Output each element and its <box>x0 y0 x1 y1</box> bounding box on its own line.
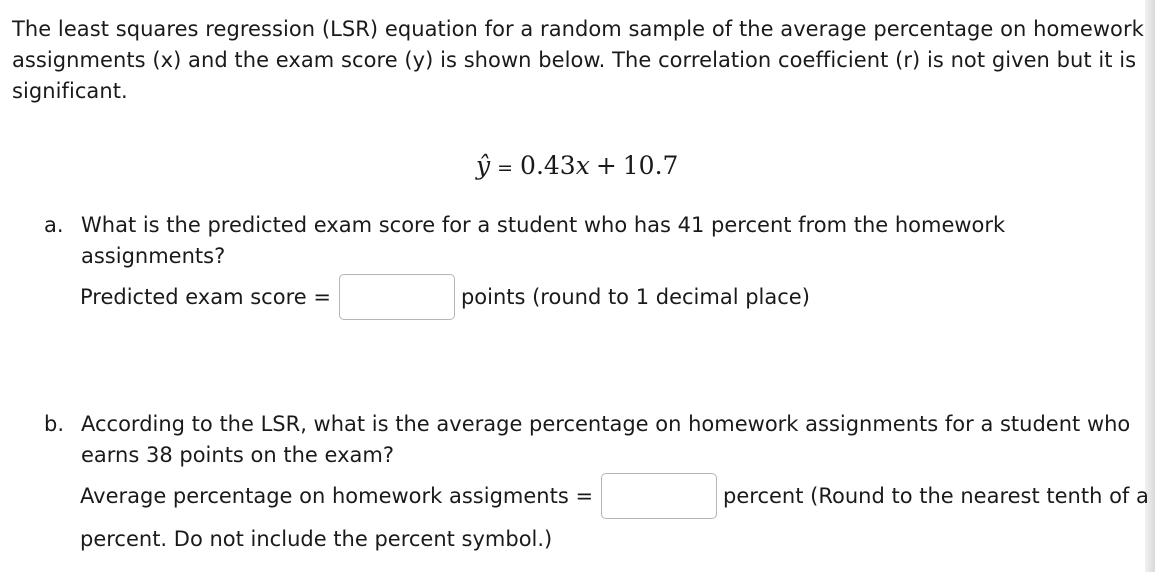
intercept: 10.7 <box>622 151 679 180</box>
part-a-question: What is the predicted exam score for a student who has 41 percent from the homework assignments? <box>81 213 1006 268</box>
predicted-score-input[interactable] <box>339 274 455 320</box>
part-b-marker: b. <box>44 412 65 436</box>
homework-percentage-input[interactable] <box>601 473 717 519</box>
part-b-suffix: percent (Round to the nearest tenth of a <box>723 483 1149 508</box>
regression-equation <box>476 146 678 188</box>
part-b-answer-row <box>80 473 1149 519</box>
problem-intro: The least squares regression (LSR) equation for a random sample of the average percentage on homework assignments (x) and the exam score (y) is shown below. The correlation coefficient (r) is not given but it is significant. <box>12 17 1144 103</box>
part-b-label: Average percentage on homework assigments = <box>80 483 594 508</box>
part-a-suffix: points (round to 1 decimal place) <box>460 284 810 309</box>
part-b-question: According to the LSR, what is the average percentage on homework assignments for a student who earns 38 points on the exam? <box>81 412 1131 467</box>
slope: 0.43 <box>520 151 576 180</box>
part-a-marker: a. <box>44 213 64 237</box>
part-b-suffix-continued: percent. Do not include the percent symbol.) <box>80 527 553 551</box>
x-variable: x <box>575 151 590 180</box>
plus-sign: + <box>595 151 617 180</box>
part-a-answer-row <box>80 274 810 320</box>
part-a-label: Predicted exam score = <box>80 284 331 309</box>
equals-sign: = <box>497 157 514 179</box>
y-hat: ŷ <box>476 151 491 180</box>
